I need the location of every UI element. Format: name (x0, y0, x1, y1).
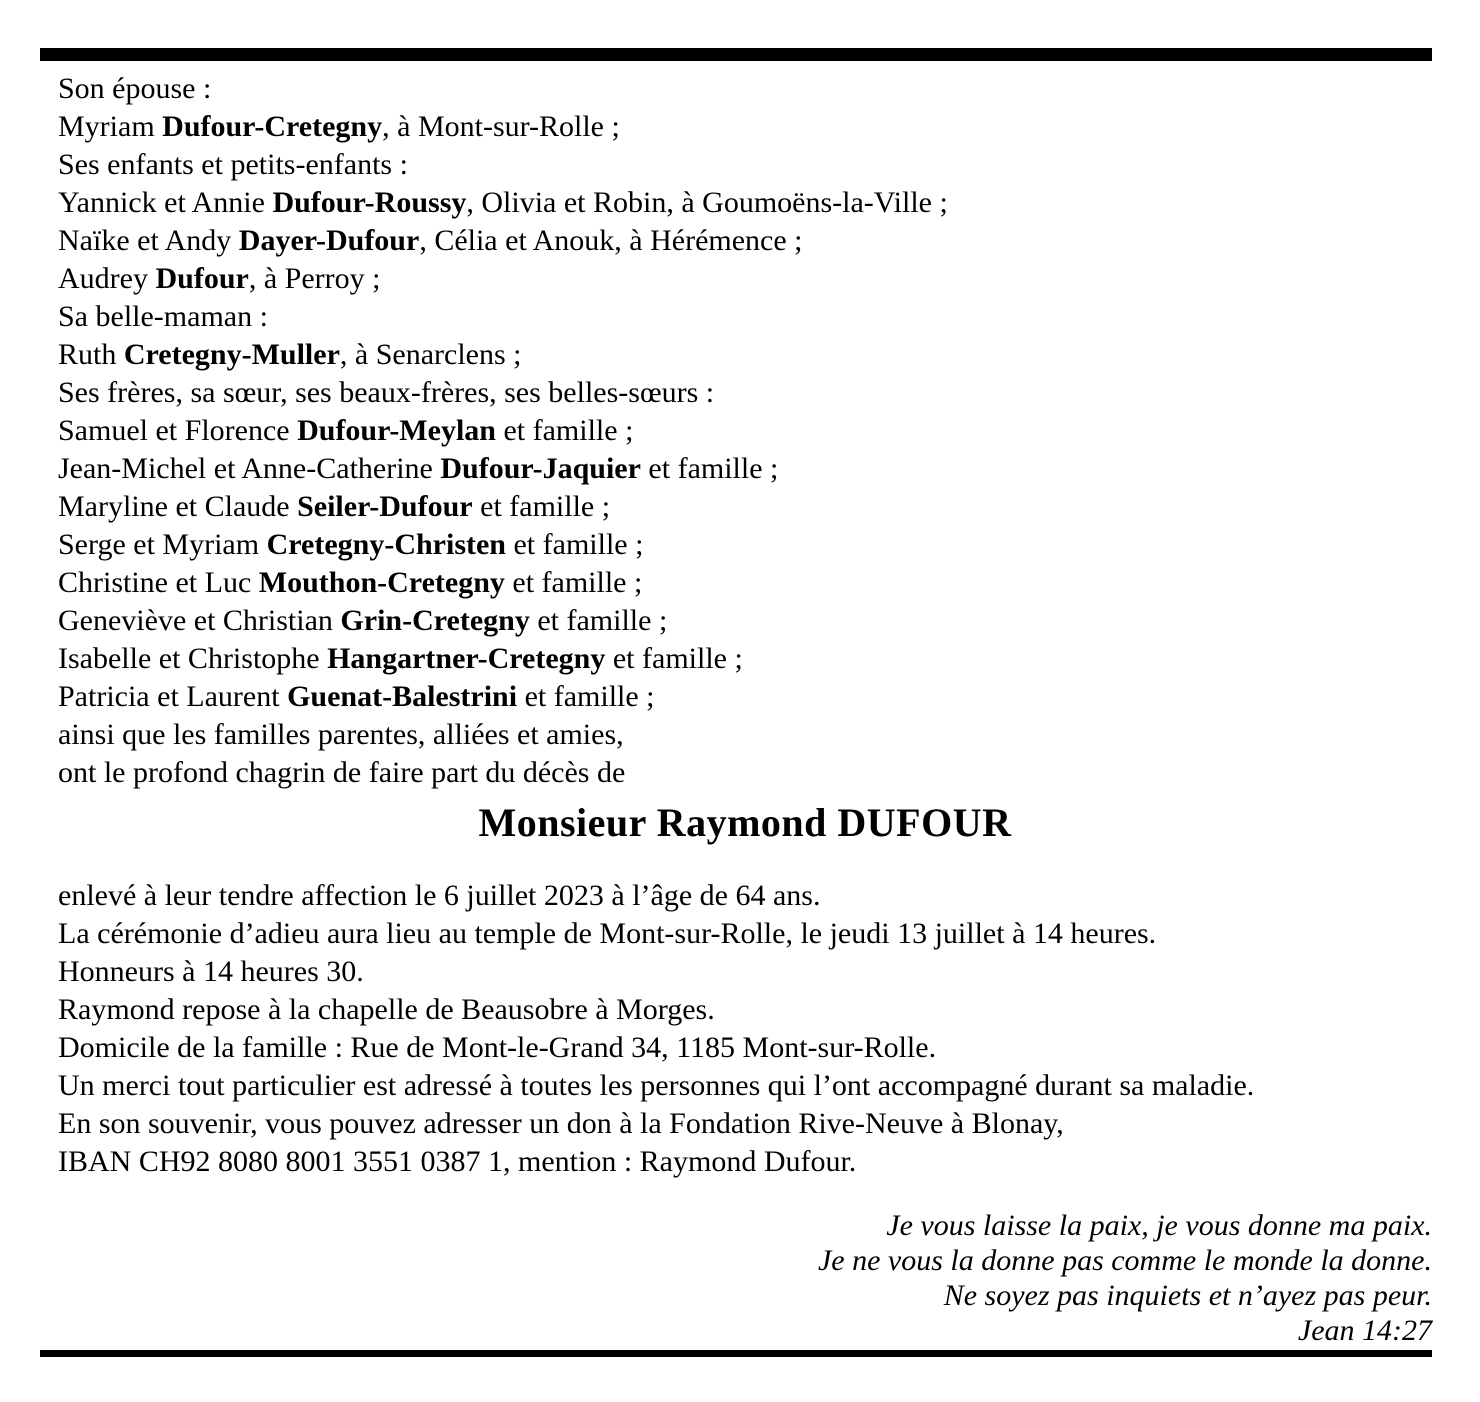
family-line-pre: Audrey (58, 262, 156, 295)
family-section (58, 70, 1432, 792)
quote-lines (58, 1208, 1432, 1313)
detail-line: Un merci tout particulier est adressé à toutes les personnes qui l’ont accompagné durant sa maladie. (58, 1069, 1255, 1102)
detail-line: Raymond repose à la chapelle de Beausobre à Morges. (58, 993, 715, 1026)
family-line (58, 450, 1432, 488)
family-line-post: et famille ; (472, 490, 611, 523)
family-line-pre: Patricia et Laurent (58, 680, 288, 713)
family-line-post: et famille ; (605, 642, 743, 675)
family-line (58, 184, 1432, 222)
family-line (58, 146, 1432, 184)
family-line-pre: Serge et Myriam (58, 528, 267, 561)
family-line (58, 716, 1432, 754)
obituary-content (58, 70, 1432, 1348)
quote-section (58, 1208, 1432, 1348)
family-line (58, 412, 1432, 450)
detail-line: Domicile de la famille : Rue de Mont-le-Grand 34, 1185 Mont-sur-Rolle. (58, 1031, 937, 1064)
family-line (58, 222, 1432, 260)
family-line-post: , à Mont-sur-Rolle ; (382, 110, 620, 143)
family-line (58, 564, 1432, 602)
quote-line: Je ne vous la donne pas comme le monde la donne. (817, 1244, 1432, 1277)
family-line-pre: Geneviève et Christian (58, 604, 341, 637)
family-line-pre: Ses enfants et petits-enfants : (58, 148, 408, 181)
details-section (58, 877, 1432, 1181)
family-line-post: et famille ; (640, 452, 779, 485)
family-name-bold: Grin-Cretegny (340, 604, 530, 637)
family-line (58, 754, 1432, 792)
family-name-bold: Dayer-Dufour (238, 224, 420, 257)
family-line-post: et famille ; (529, 604, 668, 637)
family-name-bold: Dufour-Cretegny (162, 110, 383, 143)
family-line-pre: Yannick et Annie (58, 186, 273, 219)
bottom-rule (40, 1350, 1432, 1357)
family-line (58, 336, 1432, 374)
quote-reference: Jean 14:27 (1297, 1314, 1432, 1347)
family-line-pre: Jean-Michel et Anne-Catherine (58, 452, 441, 485)
detail-line: IBAN CH92 8080 8001 3551 0387 1, mention : Raymond Dufour. (58, 1145, 857, 1178)
family-line (58, 526, 1432, 564)
family-line-post: et famille ; (517, 680, 655, 713)
family-line-pre: Ses frères, sa sœur, ses beaux-frères, ses belles-sœurs : (58, 376, 715, 409)
family-line-post: , à Perroy ; (248, 262, 381, 295)
family-line-pre: Sa belle-maman : (58, 300, 268, 333)
family-name-bold: Dufour-Roussy (272, 186, 467, 219)
family-line-pre: Naïke et Andy (58, 224, 239, 257)
detail-line: La cérémonie d’adieu aura lieu au temple de Mont-sur-Rolle, le jeudi 13 juillet à 14 heures. (58, 917, 1157, 950)
quote-line: Je vous laisse la paix, je vous donne ma paix. (886, 1209, 1432, 1242)
family-name-bold: Mouthon-Cretegny (258, 566, 505, 599)
family-line (58, 260, 1432, 298)
family-line-pre: Ruth (58, 338, 124, 371)
family-line-pre: Christine et Luc (58, 566, 259, 599)
family-line (58, 640, 1432, 678)
family-line-pre: Isabelle et Christophe (58, 642, 328, 675)
family-line (58, 678, 1432, 716)
deceased-name-title: Monsieur Raymond DUFOUR (478, 800, 1012, 845)
family-line-pre: Maryline et Claude (58, 490, 298, 523)
family-line-post: , Célia et Anouk, à Hérémence ; (419, 224, 803, 257)
detail-line: Honneurs à 14 heures 30. (58, 955, 364, 988)
family-name-bold: Dufour-Meylan (297, 414, 496, 447)
family-line-post: , à Senarclens ; (339, 338, 522, 371)
family-line-post: et famille ; (495, 414, 634, 447)
family-name-bold: Cretegny-Muller (123, 338, 340, 371)
family-name-bold: Hangartner-Cretegny (327, 642, 606, 675)
family-line (58, 488, 1432, 526)
family-line (58, 602, 1432, 640)
family-line-post: et famille ; (505, 528, 644, 561)
family-line-post: , Olivia et Robin, à Goumoëns-la-Ville ; (466, 186, 948, 219)
family-line-pre: Son épouse : (58, 72, 212, 105)
family-name-bold: Cretegny-Christen (266, 528, 506, 561)
family-line-pre: Myriam (58, 110, 163, 143)
family-name-bold: Seiler-Dufour (297, 490, 473, 523)
family-line (58, 374, 1432, 412)
family-line (58, 70, 1432, 108)
family-line-post: et famille ; (504, 566, 643, 599)
family-line-pre: ont le profond chagrin de faire part du décès de (58, 756, 626, 789)
detail-line: En son souvenir, vous pouvez adresser un don à la Fondation Rive-Neuve à Blonay, (58, 1107, 1064, 1140)
family-name-bold: Dufour-Jaquier (440, 452, 641, 485)
family-name-bold: Dufour (155, 262, 249, 295)
top-rule (40, 48, 1432, 61)
family-line-pre: Samuel et Florence (58, 414, 298, 447)
detail-line: enlevé à leur tendre affection le 6 juillet 2023 à l’âge de 64 ans. (58, 879, 821, 912)
family-line-pre: ainsi que les familles parentes, alliées et amies, (58, 718, 624, 751)
family-name-bold: Guenat-Balestrini (287, 680, 518, 713)
family-line (58, 108, 1432, 146)
family-line (58, 298, 1432, 336)
quote-line: Ne soyez pas inquiets et n’ayez pas peur. (943, 1279, 1432, 1312)
